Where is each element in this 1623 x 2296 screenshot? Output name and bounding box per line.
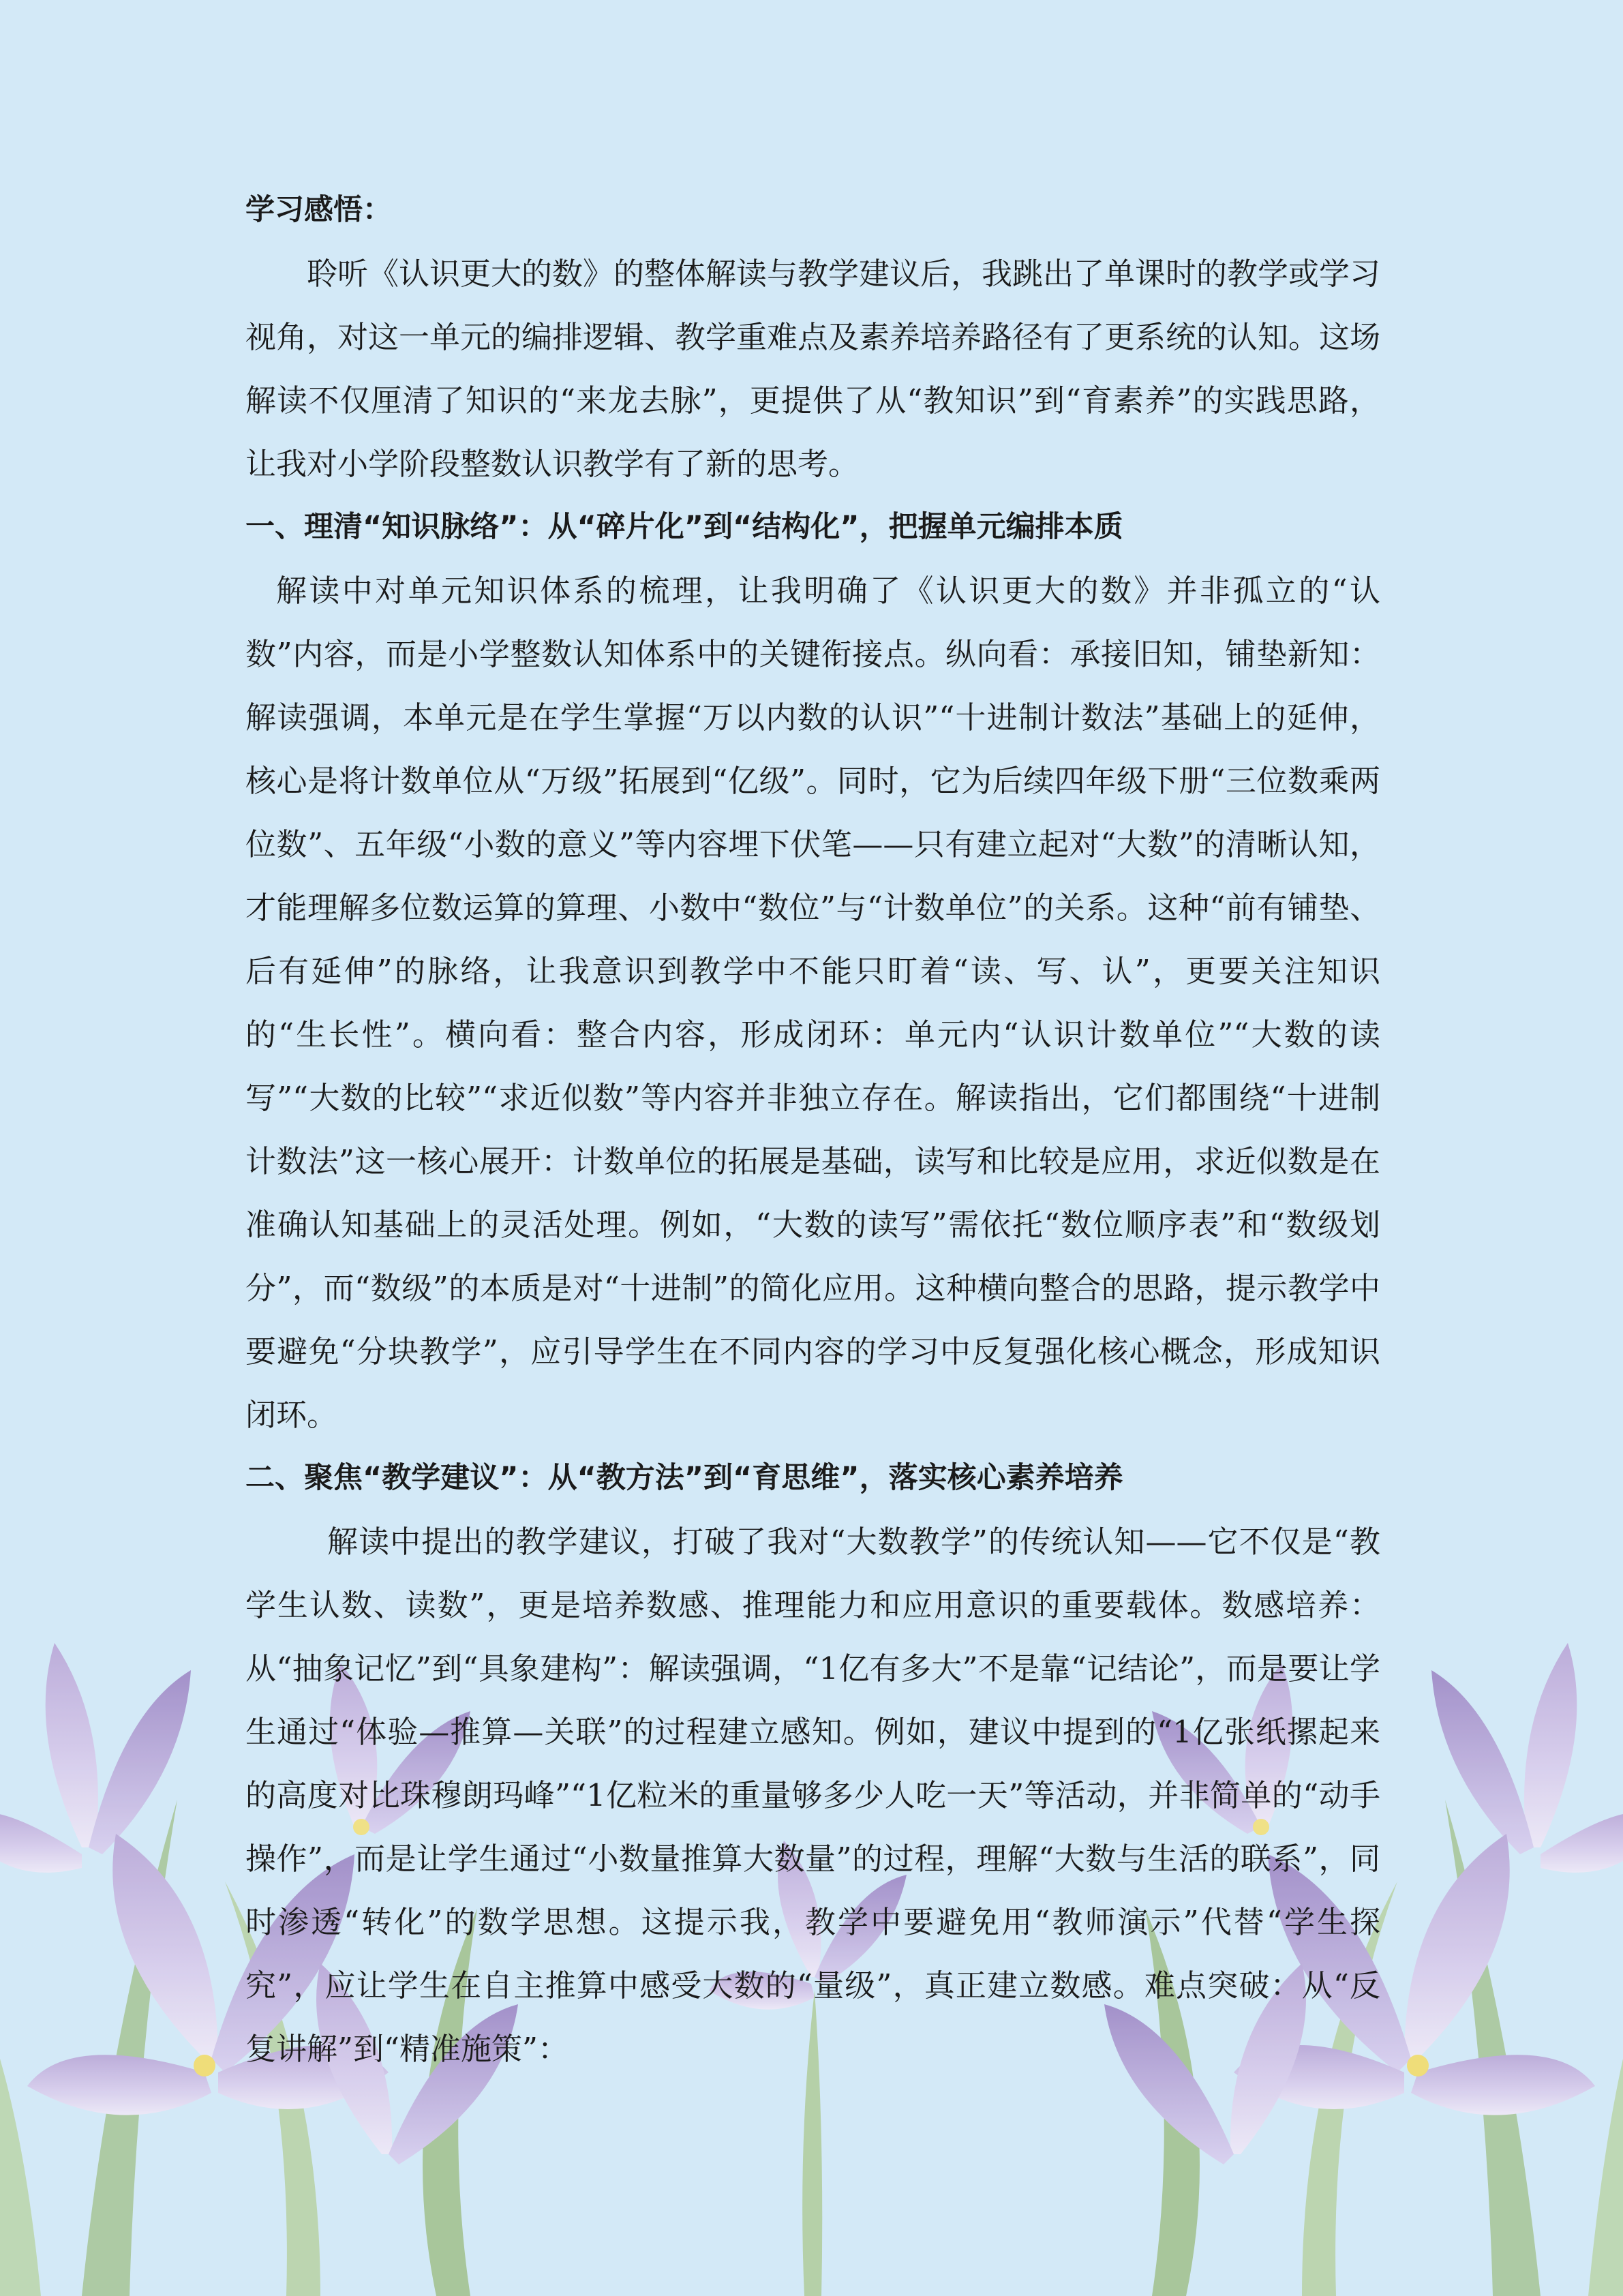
page-heading: 学习感悟：	[245, 193, 392, 227]
section2-paragraph: 解读中提出的教学建议，打破了我对“大数教学”的传统认知——它不仅是“教学生认数、读数”，更是培养数感、推理能力和应用意识的重要载体。数感培养：从“抽象记忆”到“具象建构”：解读强调，“1亿有多大”不是靠“记结论”，而是要让学生通过“体验—推算—关联”的过程建立感知。例如，建议中提到的“1亿张纸摞起来的高度对比珠穆朗玛峰”“1亿粒米的重量够多少人吃一天”等活动，并非简单的“动手操作”，而是让学生通过“小数量推算大数量”的过程，理解“大数与生活的联系”，同时渗透“转化”的数学思想。这提示我，教学中要避免用“教师演示”代替“学生探究”，应让学生在自主推算中感受大数的“量级”，真正建立数感。难点突破：从“反复讲解”到“精准施策”：	[245, 1524, 1380, 2067]
document-body	[245, 179, 1380, 2081]
section1-paragraph: 解读中对单元知识体系的梳理，让我明确了《认识更大的数》并非孤立的“认数”内容，而是小学整数认知体系中的关键衔接点。纵向看：承接旧知，铺垫新知：解读强调，本单元是在学生掌握“万以内数的认识”“十进制计数法”基础上的延伸，核心是将计数单位从“万级”拓展到“亿级”。同时，它为后续四年级下册“三位数乘两位数”、五年级“小数的意义”等内容埋下伏笔——只有建立起对“大数”的清晰认知，才能理解多位数运算的算理、小数中“数位”与“计数单位”的关系。这种“前有铺垫、后有延伸”的脉络，让我意识到教学中不能只盯着“读、写、认”，更要关注知识的“生长性”。横向看：整合内容，形成闭环：单元内“认识计数单位”“大数的读写”“大数的比较”“求近似数”等内容并非独立存在。解读指出，它们都围绕“十进制计数法”这一核心展开：计数单位的拓展是基础，读写和比较是应用，求近似数是在准确认知基础上的灵活处理。例如，“大数的读写”需依托“数位顺序表”和“数级划分”，而“数级”的本质是对“十进制”的简化应用。这种横向整合的思路，提示教学中要避免“分块教学”，应引导学生在不同内容的学习中反复强化核心概念，形成知识闭环。	[245, 573, 1380, 1433]
section2-title: 二、聚焦“教学建议”：从“教方法”到“育思维”，落实核心素养培养	[245, 1461, 1123, 1495]
intro-paragraph: 聆听《认识更大的数》的整体解读与教学建议后，我跳出了单课时的教学或学习视角，对这一单元的编排逻辑、教学重难点及素养培养路径有了更系统的认知。这场解读不仅厘清了知识的“来龙去脉”，更提供了从“教知识”到“育素养”的实践思路，让我对小学阶段整数认识教学有了新的思考。	[245, 256, 1381, 482]
section1-title: 一、理清“知识脉络”：从“碎片化”到“结构化”，把握单元编排本质	[245, 510, 1123, 544]
